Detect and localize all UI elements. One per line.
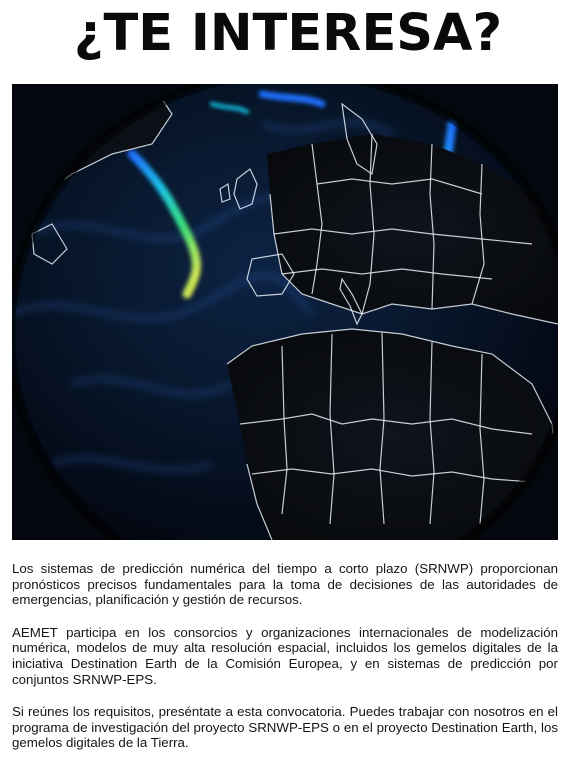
page-title: ¿TE INTERESA?: [73, 4, 503, 63]
paragraph-aemet-participation: AEMET participa en los consorcios y organizaciones internacionales de modelización numérica, modelos de muy alta resolución espacial, incluidos los gemelos digitales de la iniciativa Destination Earth de la Comisión Europea, y en sistemas de predicción por conjuntos SRNWP-EPS.: [12, 624, 558, 687]
globe-illustration: [12, 84, 558, 540]
body-text: [12, 561, 558, 768]
paragraph-call-to-action: Si reúnes los requisitos, preséntate a esta convocatoria. Puedes trabajar con nosotros en el programa de investigación del proyecto SRNWP-EPS o en el proyecto Destination Earth, los gemelos digitales de la Tierra.: [12, 704, 558, 751]
globe-weather-image: [12, 84, 558, 540]
paragraph-srnwp-intro: Los sistemas de predicción numérica del tiempo a corto plazo (SRNWP) proporcionan pronósticos precisos fundamentales para la toma de decisiones de las autoridades de emergencias, planificación y gestión de recursos.: [12, 561, 558, 608]
